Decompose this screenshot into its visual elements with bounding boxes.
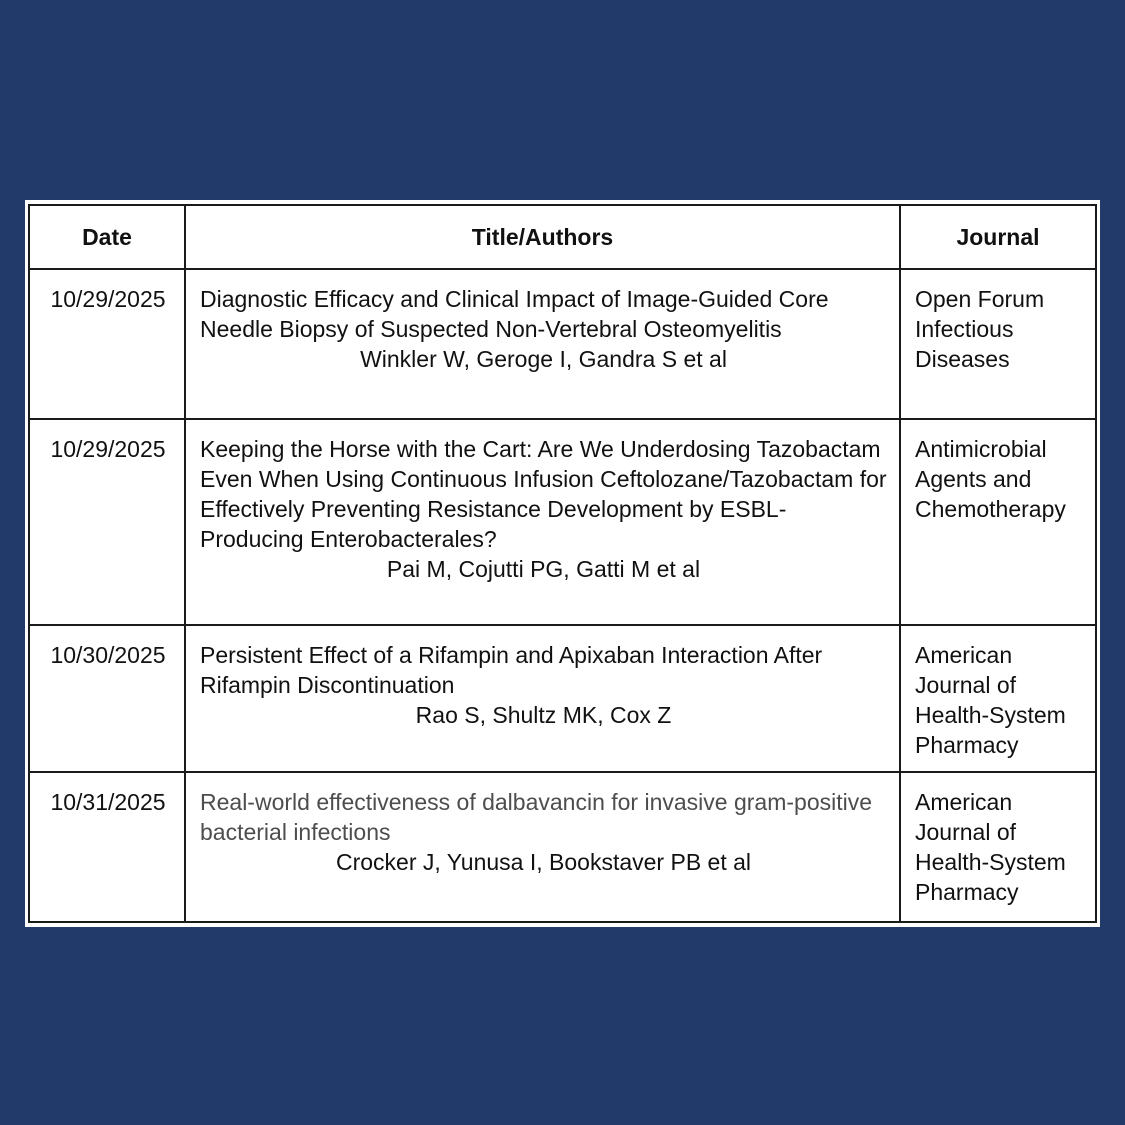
row-journal: American Journal of Health-System Pharmacy — [900, 772, 1096, 922]
article-authors: Rao S, Shultz MK, Cox Z — [415, 702, 672, 728]
row-date: 10/29/2025 — [29, 419, 185, 625]
table-row — [29, 772, 1096, 922]
row-title-authors — [185, 419, 900, 625]
row-journal: Antimicrobial Agents and Chemotherapy — [900, 419, 1096, 625]
article-authors: Winkler W, Geroge I, Gandra S et al — [360, 346, 727, 372]
row-date: 10/31/2025 — [29, 772, 185, 922]
row-date: 10/29/2025 — [29, 269, 185, 419]
article-title: Diagnostic Efficacy and Clinical Impact of Image-Guided Core Needle Biopsy of Suspected Non-Vertebral Osteomyelitis — [200, 286, 829, 342]
article-table-sheet — [25, 200, 1100, 927]
header-date: Date — [29, 205, 185, 269]
table-header-row — [29, 205, 1096, 269]
article-title: Real-world effectiveness of dalbavancin for invasive gram-positive bacterial infections — [200, 789, 873, 845]
article-authors: Crocker J, Yunusa I, Bookstaver PB et al — [335, 849, 752, 875]
table-row — [29, 625, 1096, 772]
header-journal: Journal — [900, 205, 1096, 269]
article-authors: Pai M, Cojutti PG, Gatti M et al — [386, 556, 701, 582]
row-date: 10/30/2025 — [29, 625, 185, 772]
row-journal: Open Forum Infectious Diseases — [900, 269, 1096, 419]
article-title: Persistent Effect of a Rifampin and Apixaban Interaction After Rifampin Discontinuation — [200, 642, 823, 698]
row-title-authors — [185, 269, 900, 419]
article-table — [28, 204, 1097, 923]
table-row — [29, 419, 1096, 625]
row-journal: American Journal of Health-System Pharmacy — [900, 625, 1096, 772]
table-row — [29, 269, 1096, 419]
row-title-authors — [185, 625, 900, 772]
row-title-authors — [185, 772, 900, 922]
header-title-authors: Title/Authors — [185, 205, 900, 269]
article-title: Keeping the Horse with the Cart: Are We Underdosing Tazobactam Even When Using Continuous Infusion Ceftolozane/Tazobactam for Effectively Preventing Resistance Development by ESBL-Producing Enterobacterales? — [200, 436, 887, 552]
